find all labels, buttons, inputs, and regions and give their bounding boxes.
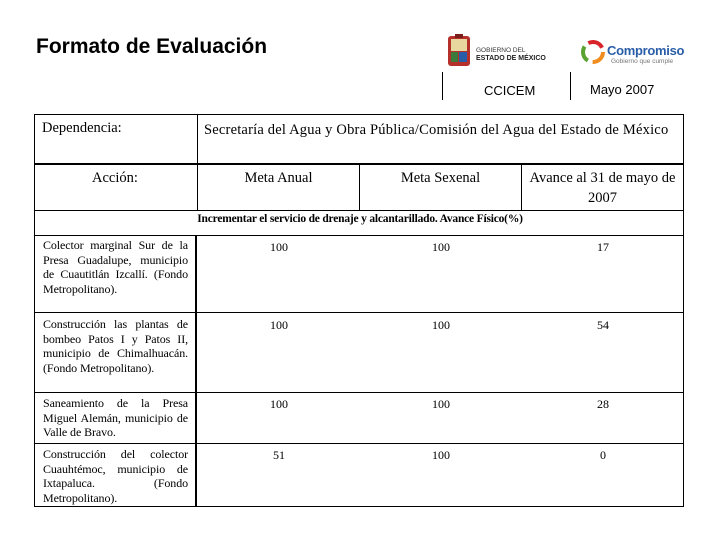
divider: [442, 72, 443, 100]
row-meta-anual: 100: [270, 240, 288, 254]
row-avance: 54: [597, 318, 609, 332]
column-divider: [195, 235, 197, 507]
row-avance: 17: [597, 240, 609, 254]
section-title: Incrementar el servicio de drenaje y alcantarillado. Avance Físico(%): [197, 213, 523, 225]
compromiso-tagline: Gobierno que cumple: [611, 58, 674, 65]
state-seal-icon: [444, 34, 474, 70]
row-meta-sexenal: 100: [432, 318, 450, 332]
dependencia-value: Secretaría del Agua y Obra Pública/Comisión del Agua del Estado de México: [204, 122, 669, 138]
row-meta-anual: 100: [270, 318, 288, 332]
avance-header: Avance al 31 de mayo de 2007: [529, 170, 676, 206]
dependencia-label: Dependencia:: [42, 120, 122, 136]
meta-anual-header: Meta Anual: [244, 170, 313, 186]
row-avance: 28: [597, 397, 609, 411]
accion-label: Acción:: [92, 170, 138, 186]
government-logo-text: GOBIERNO DEL ESTADO DE MÉXICO: [476, 47, 546, 62]
meta-sexenal-header: Meta Sexenal: [400, 170, 481, 186]
row-accion: Construcción las plantas de bombeo Patos I y Patos II, municipio de Chimalhuacán. (Fondo Metropolitano).: [43, 317, 188, 376]
report-date: Mayo 2007: [590, 82, 655, 97]
row-meta-sexenal: 100: [432, 397, 450, 411]
row-meta-anual: 100: [270, 397, 288, 411]
row-avance: 0: [600, 448, 606, 462]
compromiso-logo: [580, 36, 686, 72]
row-meta-sexenal: 100: [432, 448, 450, 462]
row-accion: Saneamiento de la Presa Miguel Alemán, municipio de Valle de Bravo.: [43, 396, 188, 440]
page-title: Formato de Evaluación: [36, 35, 268, 58]
row-accion: Construcción del colector Cuauhtémoc, municipio de Ixtapaluca. (Fondo Metropolitano).: [43, 447, 188, 506]
row-meta-sexenal: 100: [432, 240, 450, 254]
compromiso-name: Compromiso: [607, 43, 685, 58]
org-code: CCICEM: [484, 83, 536, 98]
row-meta-anual: 51: [273, 448, 285, 462]
divider: [570, 72, 571, 100]
row-accion: Colector marginal Sur de la Presa Guadalupe, municipio de Cuautitlán Izcallí. (Fondo Metropolitano).: [43, 238, 188, 297]
compromiso-swirl-icon: [580, 39, 606, 65]
government-logo: [444, 34, 560, 74]
